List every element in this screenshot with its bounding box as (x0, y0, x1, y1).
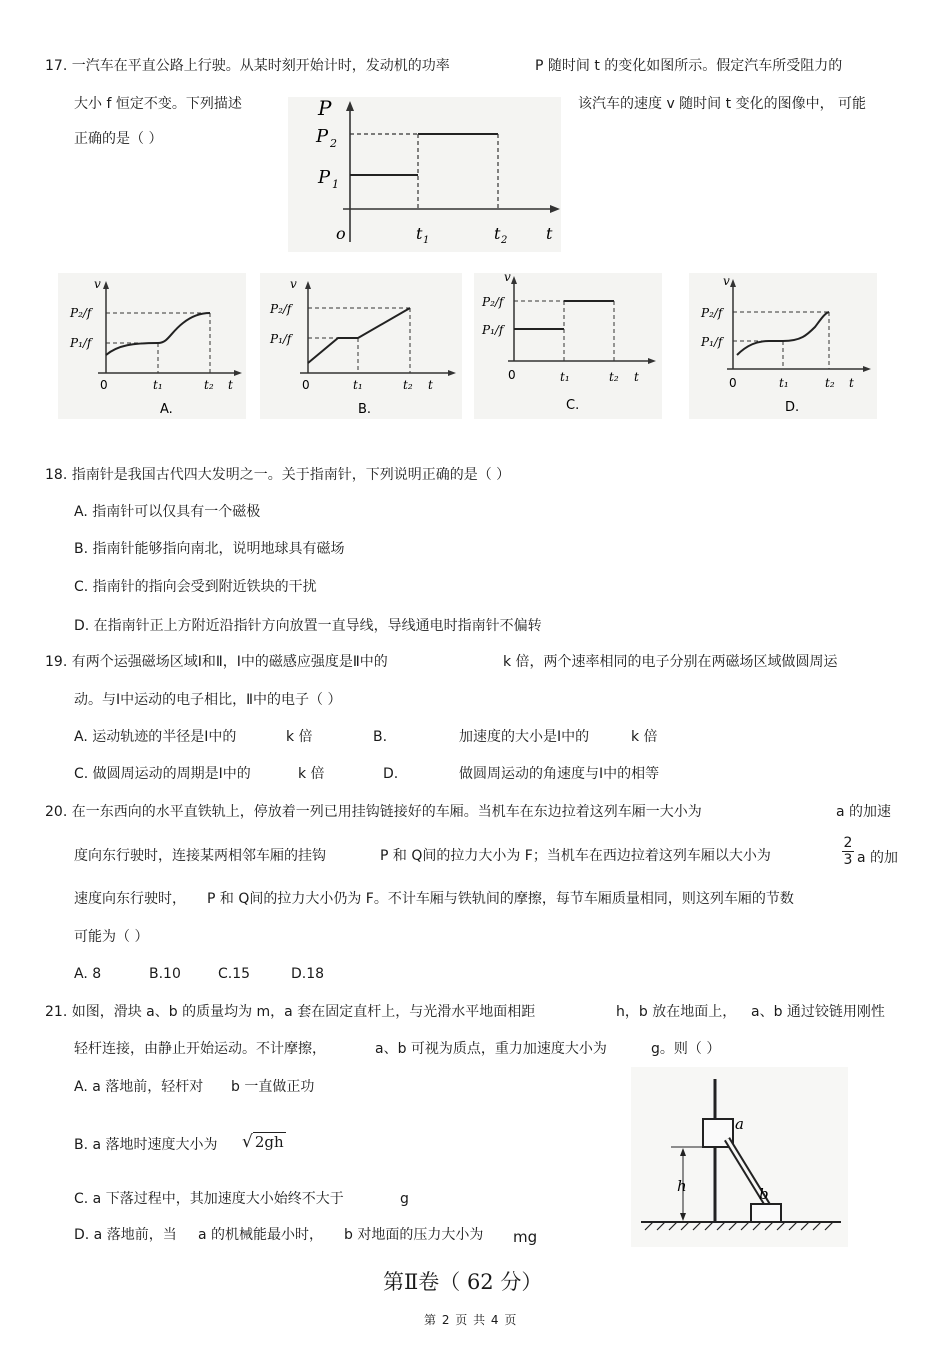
svg-text:t: t (228, 378, 233, 392)
option-c-caption: C. (566, 398, 580, 413)
q20-option-a: A. 8 (74, 966, 102, 982)
svg-text:t₂: t₂ (825, 376, 835, 390)
svg-text:P₁/f: P₁/f (70, 336, 92, 350)
q18-stem: 18. 指南针是我国古代四大发明之一。关于指南针，下列说明正确的是（ ） (45, 467, 511, 483)
svg-text:t₁: t₁ (153, 378, 163, 392)
svg-text:t: t (428, 378, 433, 392)
p2-label: P (316, 126, 329, 147)
block-b (751, 1204, 781, 1222)
option-d-graph (689, 273, 877, 419)
svg-text:t₁: t₁ (779, 376, 789, 390)
q20-line3b: P 和 Q间的拉力大小仍为 F。不计车厢与铁轨间的摩擦，每节车厢质量相同，则这列车厢的节数 (207, 891, 794, 907)
q18-option-b: B. 指南针能够指向南北，说明地球具有磁场 (74, 541, 345, 557)
option-c-graph (474, 273, 662, 419)
q17-line3: 正确的是（ ） (74, 131, 163, 147)
q20-line2a: 度向东行驶时，连接某两相邻车厢的挂钩 (74, 848, 326, 864)
q19-line1b: k 倍，两个速率相同的电子分别在两磁场区域做圆周运 (503, 654, 838, 670)
q20-option-b: B.10 (149, 966, 181, 982)
curve-b (308, 308, 410, 363)
option-b-graph (260, 273, 462, 419)
q21-line1a: 21. 如图，滑块 a、b 的质量均为 m，a 套在固定直杆上，与光滑水平地面相距 (45, 1004, 536, 1020)
q21-line1c: a、b 通过铰链用刚性 (751, 1004, 885, 1020)
option-b-caption: B. (358, 402, 372, 417)
svg-text:t₂: t₂ (609, 370, 619, 384)
q21-option-b: B. a 落地时速度大小为 (74, 1137, 218, 1153)
q17-line1b: P 随时间 t 的变化如图所示。假定汽车所受阻力的 (535, 58, 843, 74)
p1-sub: 1 (332, 178, 339, 191)
q20-option-d: D.18 (291, 966, 325, 982)
q17-line2a: 大小 f 恒定不变。下列描述 (74, 96, 242, 112)
p2-sub: 2 (330, 137, 337, 150)
q19-option-d: D. (383, 766, 399, 782)
q20-line2b: P 和 Q间的拉力大小为 F；当机车在西边拉着这列车厢以大小为 (380, 848, 771, 864)
svg-text:0: 0 (100, 378, 108, 392)
q21-line1b: h，b 放在地面上， (616, 1004, 737, 1020)
q19-option-b: B. (373, 729, 388, 745)
option-a-caption: A. (160, 402, 173, 417)
q21-option-d: D. a 落地前，当 (74, 1227, 177, 1243)
svg-text:t₂: t₂ (403, 378, 413, 392)
t2-sub: 2 (501, 235, 508, 246)
option-a-graph (58, 273, 246, 419)
svg-text:P₁/f: P₁/f (701, 335, 723, 349)
t2-label: t (494, 224, 501, 243)
svg-text:t₁: t₁ (560, 370, 570, 384)
sqrt-expression: √ 2gh (242, 1132, 284, 1152)
t1-sub: 1 (423, 235, 430, 246)
q20-line1b: a 的加速 (836, 804, 892, 820)
q21-line2c: g。则（ ） (651, 1041, 721, 1057)
q19-line1a: 19. 有两个运强磁场区域Ⅰ和Ⅱ，Ⅰ中的磁感应强度是Ⅱ中的 (45, 654, 388, 670)
svg-text:P₁/f: P₁/f (270, 332, 292, 346)
q19-option-c: C. 做圆周运动的周期是Ⅰ中的 (74, 766, 251, 782)
svg-text:0: 0 (729, 376, 737, 390)
label-a: a (735, 1115, 744, 1133)
svg-text:t₁: t₁ (353, 378, 363, 392)
part-title: 第Ⅱ卷（ 62 分） (383, 1270, 543, 1294)
p-axis-label: P (318, 97, 332, 120)
q20-line3a: 速度向东行驶时， (74, 891, 186, 907)
origin-label: o (336, 224, 346, 243)
q21-line2a: 轻杆连接，由静止开始运动。不计摩擦， (74, 1041, 326, 1057)
slider-rod-figure (631, 1067, 848, 1247)
svg-text:P₂/f: P₂/f (701, 306, 723, 320)
label-b: b (759, 1185, 769, 1203)
svg-text:t: t (634, 370, 639, 384)
t1-label: t (416, 224, 423, 243)
page-footer: 第 2 页 共 4 页 (424, 1313, 518, 1327)
q21-option-c: C. a 下落过程中，其加速度大小始终不大于 (74, 1191, 344, 1207)
power-time-graph (288, 97, 561, 252)
q21-line2b: a、b 可视为质点，重力加速度大小为 (375, 1041, 607, 1057)
svg-text:t₂: t₂ (204, 378, 214, 392)
q20-line1a: 20. 在一东西向的水平直铁轨上，停放着一列已用挂钩链接好的车厢。当机车在东边拉着这列车厢一大小为 (45, 804, 702, 820)
q17-line2b: 该汽车的速度 v 随时间 t 变化的图像中， 可能 (578, 96, 867, 112)
svg-text:t: t (849, 376, 854, 390)
svg-text:P₂/f: P₂/f (70, 306, 92, 320)
q19-line2: 动。与Ⅰ中运动的电子相比，Ⅱ中的电子（ ） (74, 692, 342, 708)
q19-option-a: A. 运动轨迹的半径是Ⅰ中的 (74, 729, 237, 745)
svg-text:v: v (723, 274, 730, 288)
q20-option-c: C.15 (218, 966, 251, 982)
svg-text:v: v (290, 277, 297, 291)
q18-option-c: C. 指南针的指向会受到附近铁块的干扰 (74, 579, 317, 595)
svg-text:0: 0 (302, 378, 310, 392)
svg-text:P₁/f: P₁/f (482, 323, 504, 337)
q18-option-d: D. 在指南针正上方附近沿指针方向放置一直导线，导线通电时指南针不偏转 (74, 618, 542, 634)
svg-text:P₂/f: P₂/f (270, 302, 292, 316)
q18-option-a: A. 指南针可以仅具有一个磁极 (74, 504, 261, 520)
q20-line2c: a 的加 (857, 850, 899, 866)
q17-line1a: 17. 一汽车在平直公路上行驶。从某时刻开始计时，发动机的功率 (45, 58, 450, 74)
label-h: h (677, 1177, 687, 1195)
svg-text:0: 0 (508, 368, 516, 382)
curve-a (106, 313, 210, 355)
svg-text:v: v (94, 277, 101, 291)
p1-label: P (318, 167, 331, 188)
svg-text:P₂/f: P₂/f (482, 295, 504, 309)
option-d-caption: D. (785, 400, 800, 415)
svg-text:v: v (504, 273, 511, 284)
t-axis-label: t (546, 224, 553, 243)
q20-line4: 可能为（ ） (74, 929, 149, 945)
q21-option-a: A. a 落地前，轻杆对 (74, 1079, 204, 1095)
q20-fraction: 2 3 (843, 835, 853, 868)
